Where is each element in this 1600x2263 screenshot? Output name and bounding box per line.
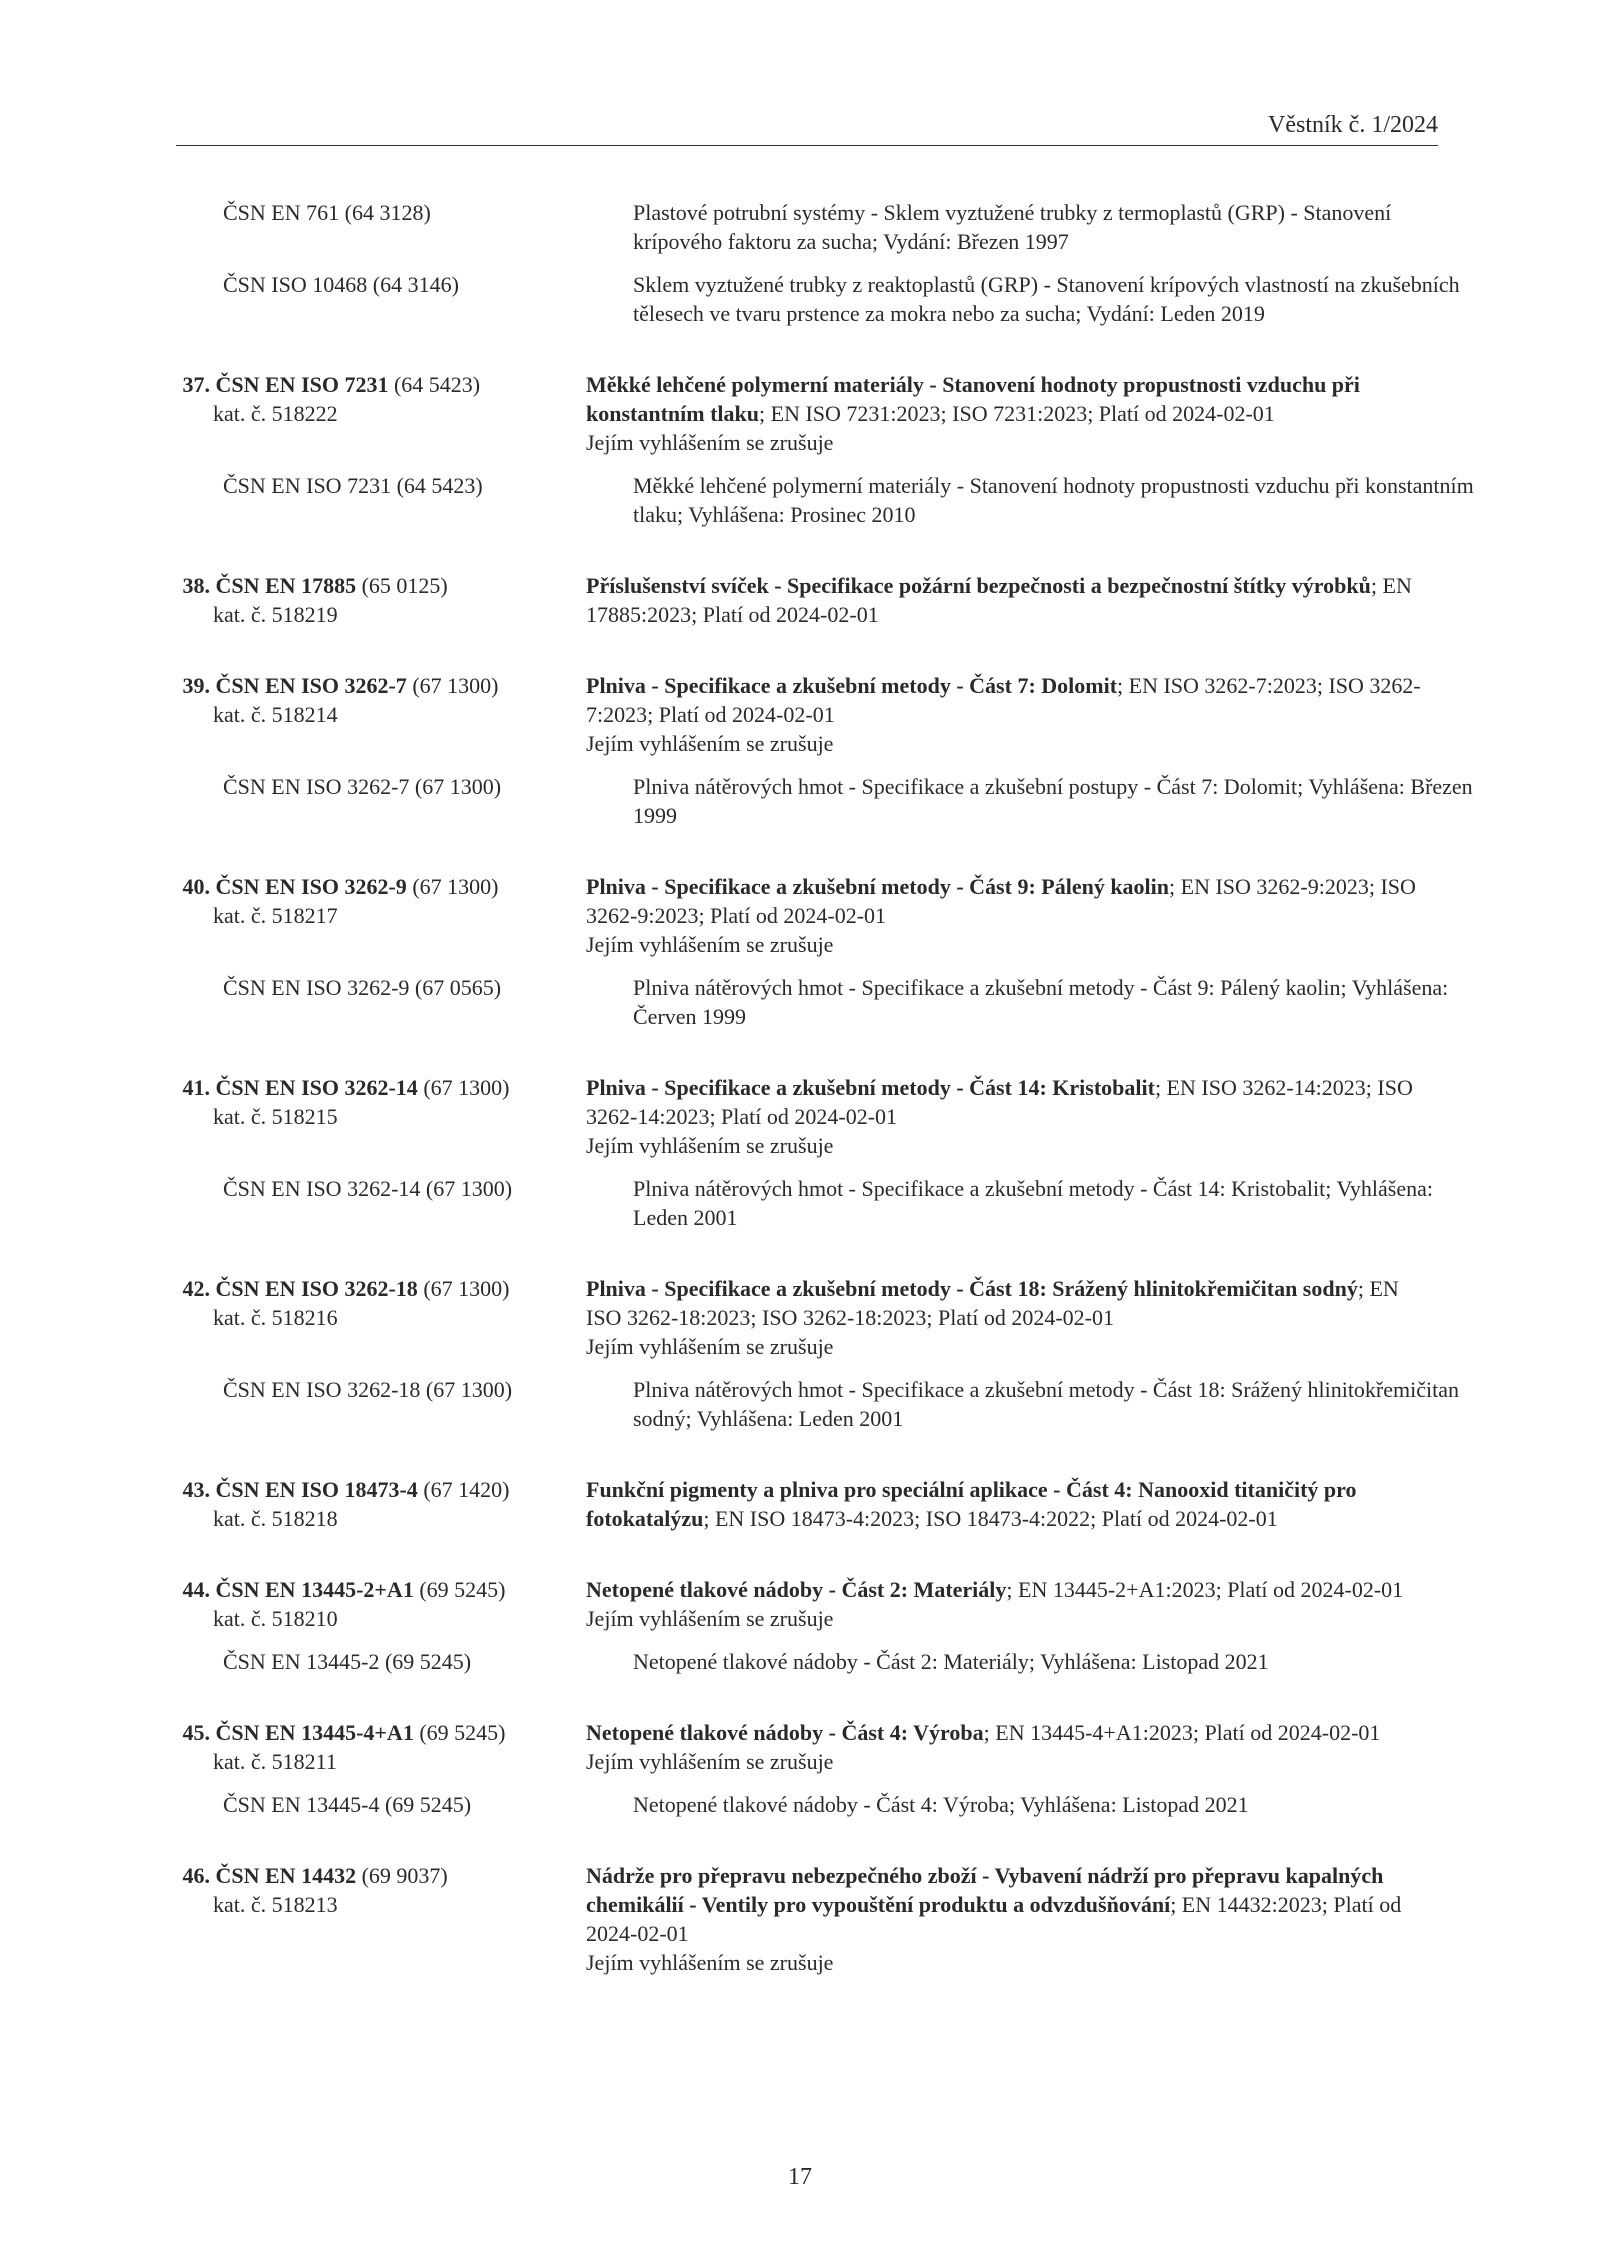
new-standard-row (176, 1718, 1438, 1776)
catalog-number: kat. č. 518210 (213, 1606, 338, 1631)
catalog-number: kat. č. 518215 (213, 1104, 338, 1129)
standard-description (586, 1575, 1438, 1633)
standard-details: ; EN ISO 3262-9:2023; ISO 3262-9:2023; Platí od 2024-02-01 (586, 874, 1416, 928)
standard-code: ČSN EN 13445-2+A1 (215, 1577, 414, 1602)
replaced-standard-text: Plniva nátěrových hmot - Specifikace a zkušební metody - Část 14: Kristobalit; Vyhlášena: Leden 2001 (633, 1176, 1433, 1230)
replaced-standard-code: ČSN ISO 10468 (64 3146) (223, 272, 459, 297)
standard-description (586, 1475, 1438, 1533)
new-standard-row (176, 1274, 1438, 1361)
entry-number: 46. (182, 1863, 210, 1888)
entry-number: 45. (182, 1720, 210, 1745)
replaced-standard-row (176, 772, 1473, 830)
new-standard-row (176, 370, 1438, 457)
entry-number: 37. (182, 372, 210, 397)
classification-code: (67 1300) (412, 673, 499, 698)
replaced-standard-text: Netopené tlakové nádoby - Část 4: Výroba; Vyhlášena: Listopad 2021 (633, 1792, 1249, 1817)
new-standard-row (176, 1073, 1438, 1160)
standard-details: ; EN 14432:2023; Platí od 2024-02-01 (586, 1892, 1402, 1946)
standard-code: ČSN EN ISO 3262-9 (215, 874, 407, 899)
entry-number: 41. (182, 1075, 210, 1100)
standard-designation (176, 671, 586, 729)
replaced-standard-code: ČSN EN ISO 7231 (64 5423) (223, 473, 483, 498)
standard-details: ; EN ISO 7231:2023; ISO 7231:2023; Platí od 2024-02-01 (759, 401, 1275, 426)
entry-number: 43. (182, 1477, 210, 1502)
standard-title: Netopené tlakové nádoby - Část 2: Materiály (586, 1577, 1007, 1602)
standard-details: ; EN ISO 3262-14:2023; ISO 3262-14:2023; Platí od 2024-02-01 (586, 1075, 1413, 1129)
catalog-number: kat. č. 518219 (213, 602, 338, 627)
page-number: 17 (788, 2164, 812, 2190)
standard-title: Netopené tlakové nádoby - Část 4: Výroba (586, 1720, 984, 1745)
replaced-standard-row (176, 471, 1474, 529)
standard-entry (176, 1274, 1459, 1433)
catalog-number: kat. č. 518211 (213, 1749, 337, 1774)
entry-number: 42. (182, 1276, 210, 1301)
standard-designation (176, 1718, 586, 1776)
standard-designation (176, 1073, 586, 1131)
replaced-standard-text: Plniva nátěrových hmot - Specifikace a zkušební postupy - Část 7: Dolomit; Vyhlášena: Březen 1999 (633, 774, 1473, 828)
new-standard-row (176, 671, 1438, 758)
new-standard-row (176, 1575, 1438, 1633)
standard-title: Nádrže pro přepravu nebezpečného zboží - Vybavení nádrží pro přepravu kapalných chemikálií - Ventily pro vypouštění produktu a odvzdušňování (586, 1863, 1384, 1917)
standard-details: ; EN ISO 3262-18:2023; ISO 3262-18:2023; Platí od 2024-02-01 (586, 1276, 1399, 1330)
standard-designation (176, 1475, 586, 1533)
standard-description (586, 1073, 1438, 1160)
classification-code: (67 1300) (423, 1075, 510, 1100)
cancellation-note: Jejím vyhlášením se zrušuje (586, 430, 834, 455)
standard-code: ČSN EN 17885 (215, 573, 357, 598)
classification-code: (67 1420) (423, 1477, 510, 1502)
catalog-number: kat. č. 518214 (213, 702, 338, 727)
catalog-number: kat. č. 518222 (213, 401, 338, 426)
replaced-standard-row (176, 1647, 1438, 1676)
catalog-number: kat. č. 518218 (213, 1506, 338, 1531)
catalog-number: kat. č. 518217 (213, 903, 338, 928)
page-header: Věstník č. 1/2024 (1268, 112, 1438, 138)
standard-entry (176, 671, 1473, 830)
standard-designation (176, 1575, 586, 1633)
replaced-standard-code: ČSN EN 761 (64 3128) (223, 200, 431, 225)
replaced-standard-code: ČSN EN ISO 3262-18 (67 1300) (223, 1377, 513, 1402)
cancellation-note: Jejím vyhlášením se zrušuje (586, 731, 834, 756)
standard-description (586, 671, 1438, 758)
classification-code: (65 0125) (361, 573, 448, 598)
standard-title: Plniva - Specifikace a zkušební metody - Část 9: Pálený kaolin (586, 874, 1170, 899)
standard-code: ČSN EN 14432 (215, 1863, 357, 1888)
standard-code: ČSN EN ISO 3262-18 (215, 1276, 418, 1301)
standard-entry (176, 1575, 1438, 1676)
standard-designation (176, 370, 586, 428)
replaced-standard-row (176, 1174, 1438, 1232)
standard-details: ; EN 13445-2+A1:2023; Platí od 2024-02-01 (1006, 1577, 1404, 1602)
replaced-standard-code: ČSN EN 13445-2 (69 5245) (223, 1649, 472, 1674)
cancellation-note: Jejím vyhlášením se zrušuje (586, 1749, 834, 1774)
new-standard-row (176, 1861, 1438, 1977)
standard-code: ČSN EN ISO 7231 (215, 372, 389, 397)
replaced-standard-code: ČSN EN ISO 3262-9 (67 0565) (223, 975, 502, 1000)
cancellation-note: Jejím vyhlášením se zrušuje (586, 1950, 834, 1975)
standard-title: Plniva - Specifikace a zkušební metody - Část 7: Dolomit (586, 673, 1118, 698)
header-rule (176, 145, 1438, 146)
entry-number: 39. (182, 673, 210, 698)
standard-description (586, 1861, 1438, 1977)
catalog-number: kat. č. 518213 (213, 1892, 338, 1917)
standard-title: Příslušenství svíček - Specifikace požární bezpečnosti a bezpečnostní štítky výrobků (586, 573, 1371, 598)
classification-code: (69 5245) (419, 1577, 506, 1602)
replaced-standard-row (176, 198, 1438, 256)
entries-container (176, 370, 1474, 1977)
replaced-standard-row (176, 1790, 1438, 1819)
standard-title: Měkké lehčené polymerní materiály - Stanovení hodnoty propustnosti vzduchu při konstantním tlaku (586, 372, 1360, 426)
standard-entry (176, 872, 1449, 1031)
standard-description (586, 370, 1438, 457)
standard-details: ; EN 13445-4+A1:2023; Platí od 2024-02-01 (983, 1720, 1381, 1745)
replaced-standard-text: Plniva nátěrových hmot - Specifikace a zkušební metody - Část 9: Pálený kaolin; Vyhlášena: Červen 1999 (633, 975, 1449, 1029)
cancellation-note: Jejím vyhlášením se zrušuje (586, 1334, 834, 1359)
standard-details: ; EN ISO 18473-4:2023; ISO 18473-4:2022; Platí od 2024-02-01 (703, 1506, 1278, 1531)
replaced-standard-text: Netopené tlakové nádoby - Část 2: Materiály; Vyhlášena: Listopad 2021 (633, 1649, 1269, 1674)
replaced-standard-row (176, 973, 1449, 1031)
standard-entry (176, 1073, 1438, 1232)
replaced-standard-text: Měkké lehčené polymerní materiály - Stanovení hodnoty propustnosti vzduchu při konstantním tlaku; Vyhlášena: Prosinec 2010 (633, 473, 1474, 527)
replaced-standard-row (176, 1375, 1459, 1433)
standard-designation (176, 1274, 586, 1332)
entry-number: 44. (182, 1577, 210, 1602)
replaced-standard-row (176, 270, 1460, 328)
replaced-standard-code: ČSN EN 13445-4 (69 5245) (223, 1792, 472, 1817)
replaced-standard-code: ČSN EN ISO 3262-7 (67 1300) (223, 774, 502, 799)
standard-code: ČSN EN ISO 18473-4 (215, 1477, 418, 1502)
standard-entry (176, 1718, 1438, 1819)
standard-description (586, 872, 1438, 959)
cancellation-note: Jejím vyhlášením se zrušuje (586, 932, 834, 957)
standard-entry (176, 1861, 1438, 1977)
standard-description (586, 1274, 1438, 1361)
standard-details: ; EN ISO 3262-7:2023; ISO 3262-7:2023; Platí od 2024-02-01 (586, 673, 1421, 727)
classification-code: (64 5423) (393, 372, 481, 397)
new-standard-row (176, 872, 1438, 959)
new-standard-row (176, 571, 1438, 629)
standard-code: ČSN EN 13445-4+A1 (215, 1720, 414, 1745)
standards-list (176, 198, 1474, 2019)
pre-entry-group (176, 198, 1460, 328)
standard-designation (176, 1861, 586, 1919)
standard-designation (176, 872, 586, 930)
standard-code: ČSN EN ISO 3262-7 (215, 673, 407, 698)
standard-title: Funkční pigmenty a plniva pro speciální aplikace - Část 4: Nanooxid titaničitý pro fotokatalýzu (586, 1477, 1357, 1531)
new-standard-row (176, 1475, 1438, 1533)
standard-code: ČSN EN ISO 3262-14 (215, 1075, 418, 1100)
standard-designation (176, 571, 586, 629)
standard-details: ; EN 17885:2023; Platí od 2024-02-01 (586, 573, 1412, 627)
catalog-number: kat. č. 518216 (213, 1305, 338, 1330)
replaced-standard-text: Plniva nátěrových hmot - Specifikace a zkušební metody - Část 18: Srážený hlinitokřemičitan sodný; Vyhlášena: Leden 2001 (633, 1377, 1459, 1431)
entry-number: 40. (182, 874, 210, 899)
classification-code: (69 5245) (419, 1720, 506, 1745)
standard-title: Plniva - Specifikace a zkušební metody - Část 14: Kristobalit (586, 1075, 1155, 1100)
standard-entry (176, 571, 1438, 629)
cancellation-note: Jejím vyhlášením se zrušuje (586, 1133, 834, 1158)
classification-code: (69 9037) (361, 1863, 448, 1888)
classification-code: (67 1300) (412, 874, 499, 899)
standard-title: Plniva - Specifikace a zkušební metody - Část 18: Srážený hlinitokřemičitan sodný (586, 1276, 1358, 1301)
cancellation-note: Jejím vyhlášením se zrušuje (586, 1606, 834, 1631)
replaced-standard-text: Sklem vyztužené trubky z reaktoplastů (GRP) - Stanovení krípových vlastností na zkušebních tělesech ve tvaru prstence za mokra nebo za sucha; Vydání: Leden 2019 (633, 272, 1460, 326)
classification-code: (67 1300) (423, 1276, 510, 1301)
standard-entry (176, 1475, 1438, 1533)
standard-description (586, 1718, 1438, 1776)
standard-description (586, 571, 1438, 629)
replaced-standard-code: ČSN EN ISO 3262-14 (67 1300) (223, 1176, 513, 1201)
replaced-standard-text: Plastové potrubní systémy - Sklem vyztužené trubky z termoplastů (GRP) - Stanovení krípového faktoru za sucha; Vydání: Březen 1997 (633, 200, 1392, 254)
entry-number: 38. (182, 573, 210, 598)
standard-entry (176, 370, 1474, 529)
